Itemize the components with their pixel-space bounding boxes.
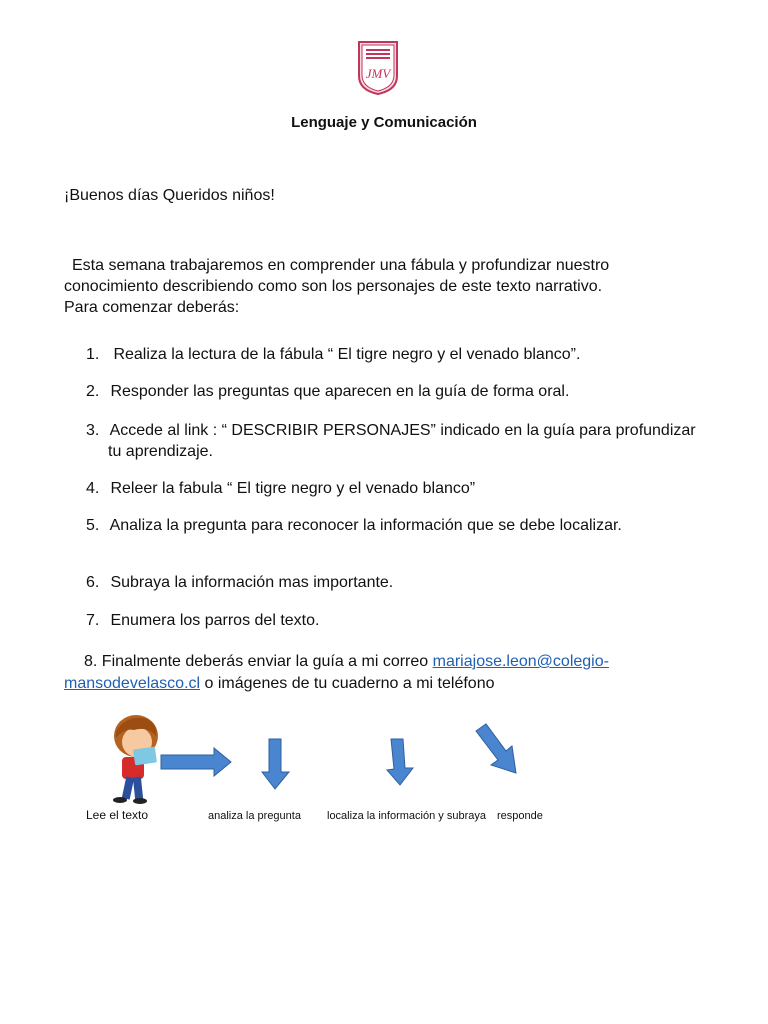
email-link-continued[interactable]: mansodevelasco.cl [64,675,201,692]
list-item [86,478,706,499]
arrow-diagonal-icon [474,723,520,775]
intro-line-2: conocimiento describiendo como son los personajes de este texto narrativo. [64,278,603,295]
caption-analyze: analiza la pregunta [208,810,301,822]
list-item [86,610,706,631]
step-number: 6. [86,574,100,591]
step-text: Realiza la lectura de la fábula “ El tigre negro y el venado blanco”. [113,346,581,363]
list-item [86,344,706,365]
step-number: 7. [86,612,100,629]
step-text: Responder las preguntas que aparecen en la guía de forma oral. [110,383,570,400]
final-line-1 [64,651,704,673]
email-link[interactable]: mariajose.leon@colegio- [432,653,609,670]
intro-paragraph [64,255,704,318]
step-number: 5. [86,517,100,534]
intro-line-3: Para comenzar deberás: [64,299,240,316]
final-instruction [64,651,704,695]
final-prefix: 8. Finalmente deberás enviar la guía a mi correo [84,653,433,670]
step-number: 3. [86,422,100,439]
list-item [86,381,706,402]
step-number: 4. [86,480,100,497]
greeting-text: ¡Buenos días Queridos niños! [64,187,275,204]
step-text: Releer la fabula “ El tigre negro y el venado blanco” [110,480,476,497]
caption-respond: responde [497,810,543,822]
caption-locate: localiza la información y subraya [327,810,486,822]
page-title: Lenguaje y Comunicación [291,114,477,131]
list-item [86,420,706,462]
list-item [86,572,706,593]
school-crest-icon [357,40,399,96]
final-suffix: o imágenes de tu cuaderno a mi teléfono [200,675,495,692]
step-number: 1. [86,346,100,363]
step-text: Analiza la pregunta para reconocer la información que se debe localizar. [109,517,622,534]
step-text: Accede al link : “ DESCRIBIR PERSONAJES” indicado en la guía para profundizar [109,422,696,439]
arrow-down-icon [261,738,291,790]
arrow-down-icon [385,738,415,786]
child-reading-icon [104,710,164,806]
step-number: 2. [86,383,100,400]
step-text: Enumera los parros del texto. [110,612,320,629]
final-line-2 [64,673,704,695]
caption-read: Lee el texto [86,808,149,822]
intro-line-1: Esta semana trabajaremos en comprender una fábula y profundizar nuestro [72,257,610,274]
list-item [86,515,706,536]
step-text-continued: tu aprendizaje. [108,443,213,460]
arrow-right-icon [160,747,232,777]
logo-monogram: JMV [365,66,391,81]
step-text: Subraya la información mas importante. [110,574,394,591]
